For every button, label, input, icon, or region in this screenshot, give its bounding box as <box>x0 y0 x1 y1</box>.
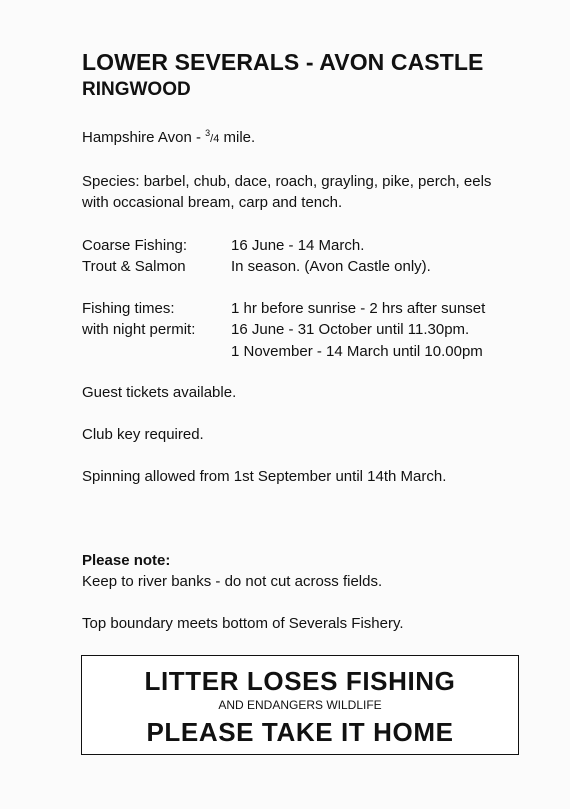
season-row-coarse <box>82 235 542 256</box>
river-suffix: mile. <box>219 129 256 146</box>
night-permit-row <box>82 319 542 340</box>
guest-tickets-text: Guest tickets available. <box>82 384 237 401</box>
fraction-numerator: 3 <box>205 128 211 138</box>
club-key-text: Club key required. <box>82 426 204 443</box>
notice-headline: LITTER LOSES FISHING <box>144 666 456 696</box>
boundary-text: Top boundary meets bottom of Severals Fishery. <box>82 615 404 632</box>
page-title: LOWER SEVERALS - AVON CASTLE <box>82 49 484 75</box>
please-note-heading: Please note: <box>82 552 171 569</box>
please-note-text: Keep to river banks - do not cut across fields. <box>82 573 383 590</box>
fishing-times-value: 1 hr before sunrise - 2 hrs after sunset <box>231 300 486 317</box>
seasons-block <box>82 235 542 277</box>
night-permit-value: 16 June - 31 October until 11.30pm. <box>231 321 470 338</box>
page-subtitle: RINGWOOD <box>82 79 191 100</box>
season-value: In season. (Avon Castle only). <box>231 258 431 275</box>
notice-footline: PLEASE TAKE IT HOME <box>146 717 454 747</box>
fraction-denominator: 4 <box>213 133 220 145</box>
winter-times-row <box>82 341 542 362</box>
season-label: Trout & Salmon <box>82 258 186 275</box>
river-prefix: Hampshire Avon - <box>82 129 206 146</box>
fishing-times-block <box>82 298 542 362</box>
notice-subline: AND ENDANGERS WILDLIFE <box>218 698 382 712</box>
season-row-trout <box>82 256 542 277</box>
season-label: Coarse Fishing: <box>82 237 188 254</box>
species-text: Species: barbel, chub, dace, roach, grayling, pike, perch, eels with occasional bream, carp and tench. <box>82 173 492 211</box>
fraction <box>205 129 219 146</box>
night-permit-label: with night permit: <box>82 321 196 338</box>
season-value: 16 June - 14 March. <box>231 237 365 254</box>
spinning-text: Spinning allowed from 1st September until 14th March. <box>82 468 447 485</box>
winter-times-label <box>82 341 231 362</box>
river-length <box>82 127 542 150</box>
fishing-times-label: Fishing times: <box>82 300 175 317</box>
fraction-slash: / <box>210 133 214 145</box>
document-body <box>82 48 542 634</box>
fishing-times-row <box>82 298 542 319</box>
litter-notice-box <box>81 655 519 755</box>
winter-times-value: 1 November - 14 March until 10.00pm <box>231 343 483 360</box>
